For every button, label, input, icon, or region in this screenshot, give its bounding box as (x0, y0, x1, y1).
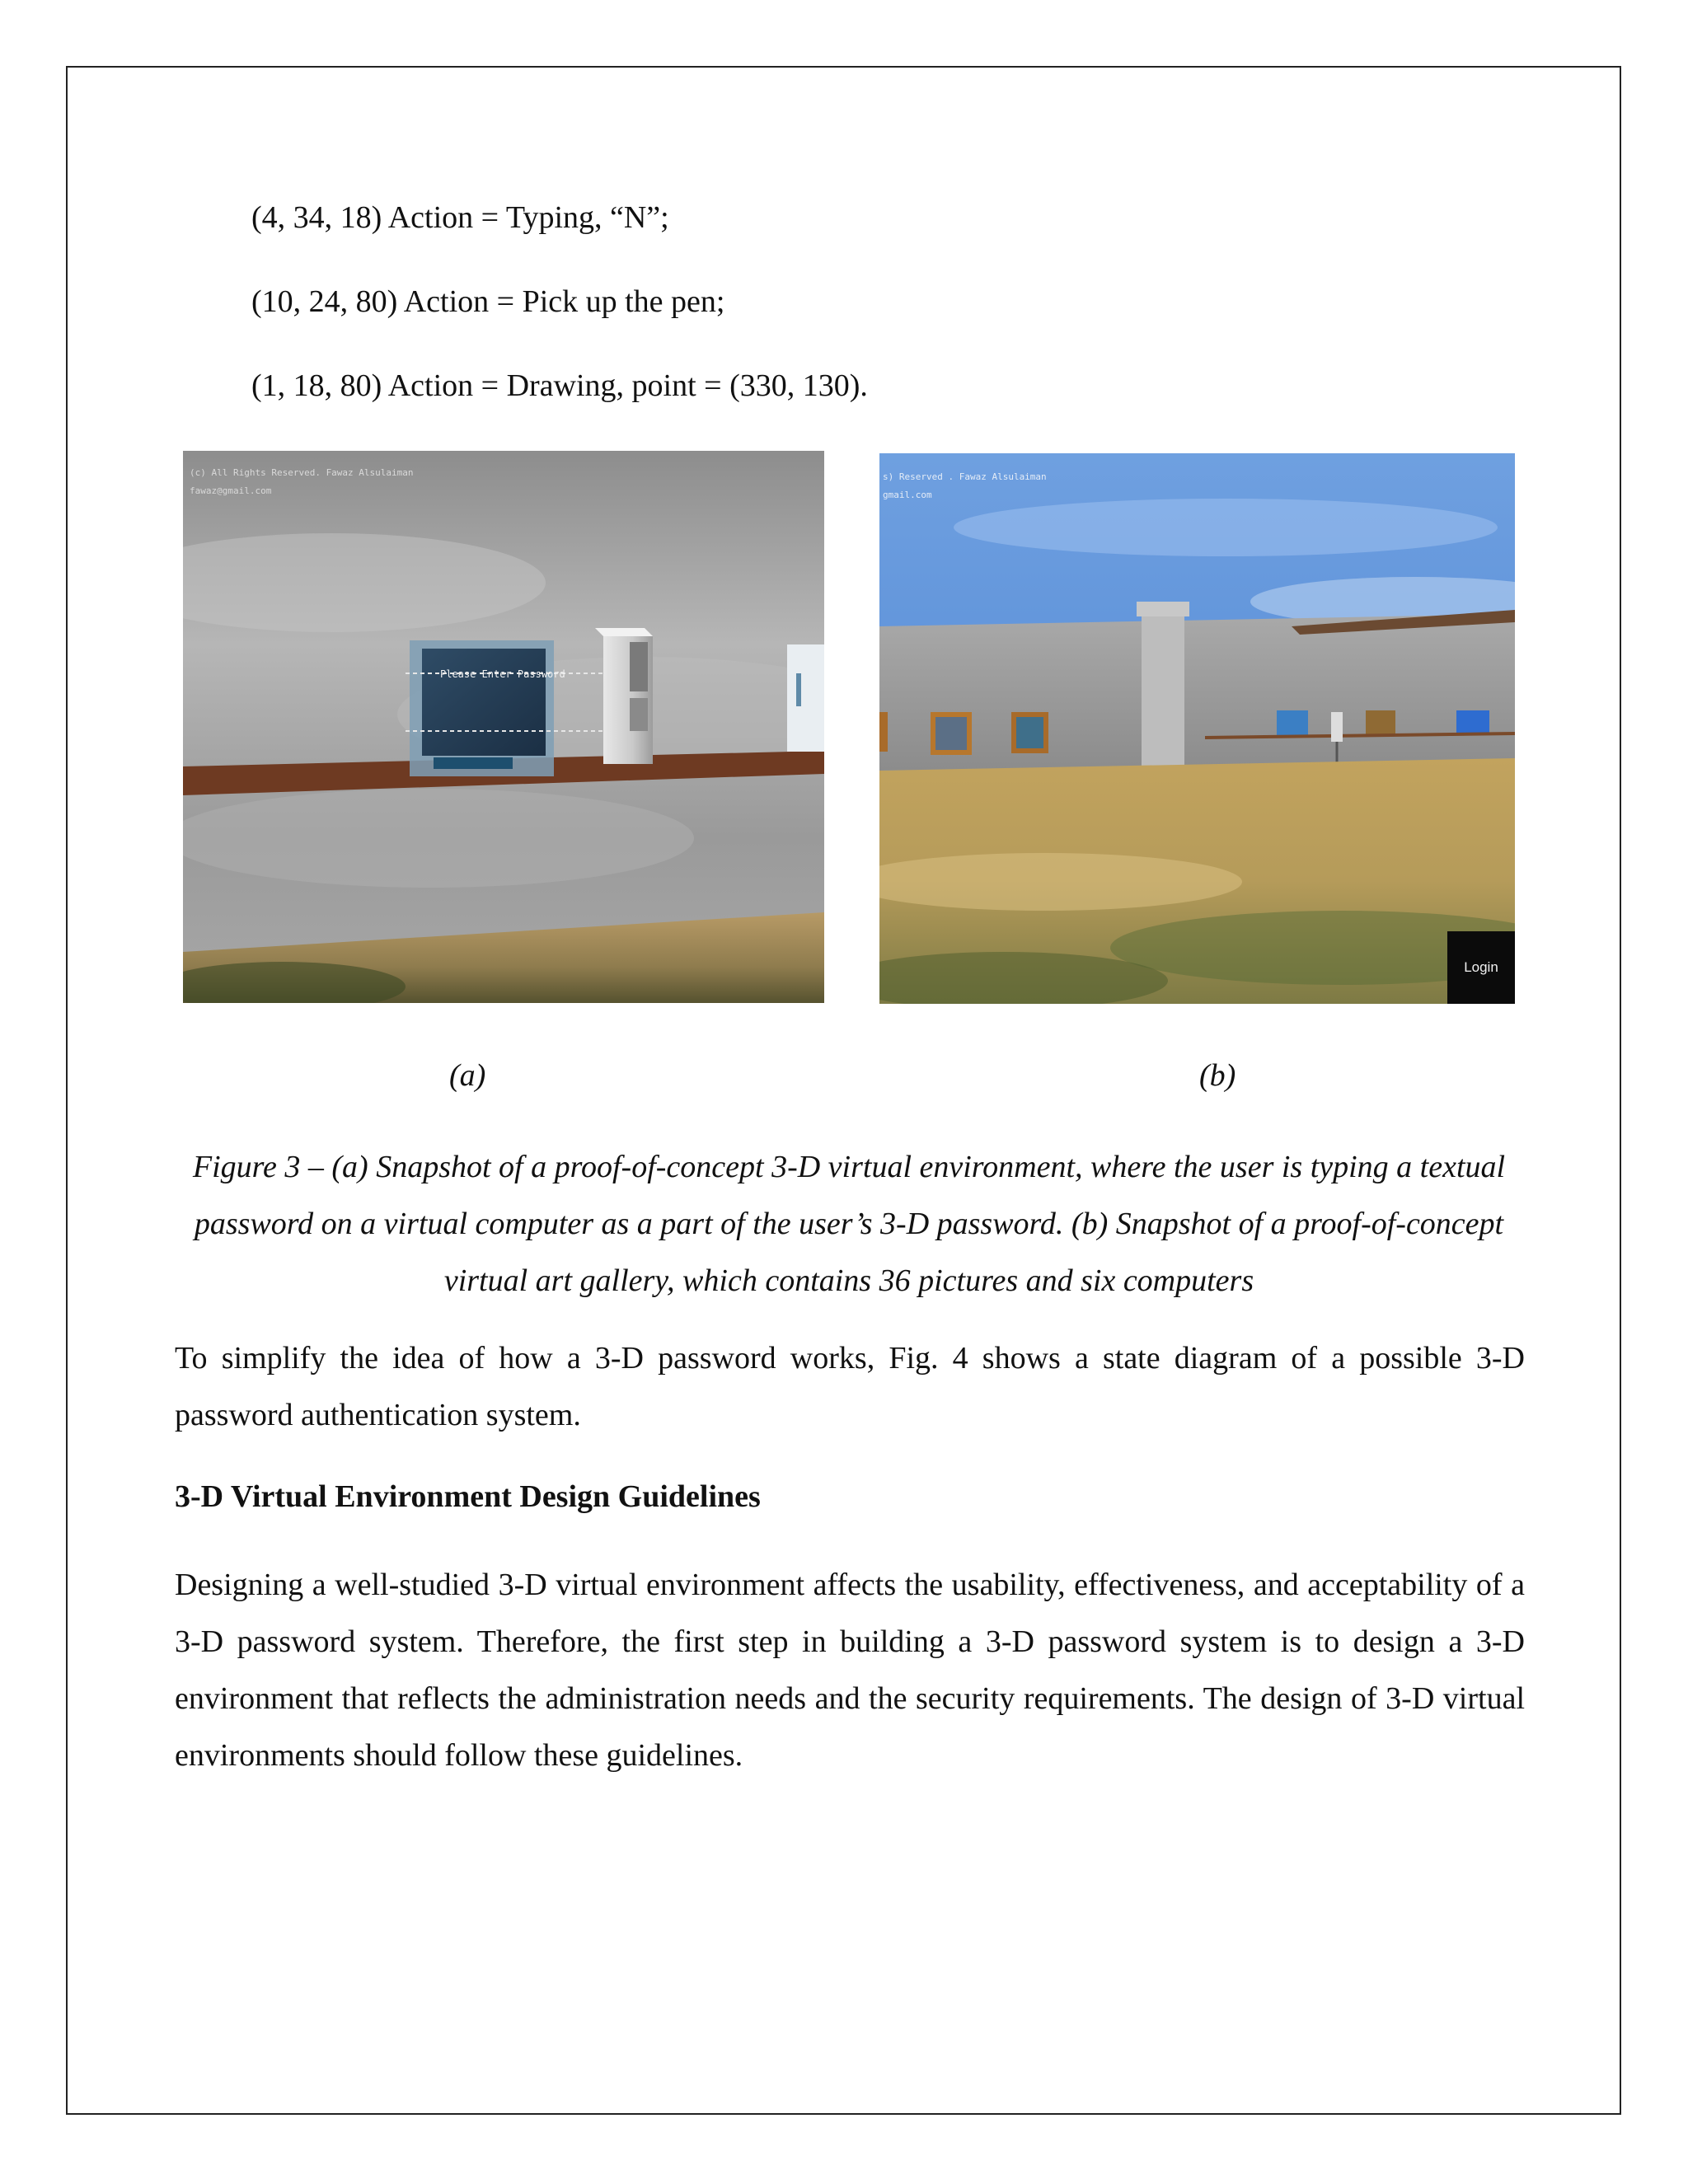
figure-a-overlay-line-2: fawaz@gmail.com (190, 485, 272, 496)
paragraph-design-guidelines: Designing a well-studied 3-D virtual environment affects the usability, effectiveness, and acceptability of a 3-D password system. Therefore, the first step in building a 3-D password system is to design a 3-D environment that reflects the administration needs and the security requirements. The design of 3-D virtual environments should follow these guidelines. (175, 1568, 1525, 1773)
action-line-2: (10, 24, 80) Action = Pick up the pen; (251, 284, 725, 319)
figure-a-screen-text: Please Enter Password (440, 668, 565, 680)
paragraph-state-diagram: To simplify the idea of how a 3-D password works, Fig. 4 shows a state diagram of a possible 3-D password authentication system. (175, 1341, 1525, 1432)
figure-caption: Figure 3 – (a) Snapshot of a proof-of-concept 3-D virtual environment, where the user is typing a textual password on a virtual computer as a part of the user’s 3-D password. (b) Snapshot of a proof-of-concept virtual art gallery, which contains 36 pictures and six computers (192, 1150, 1506, 1298)
figure-b-label: (b) (1199, 1058, 1236, 1093)
figure-a-overlay-line-1: (c) All Rights Reserved. Fawaz Alsulaiman (190, 467, 414, 478)
login-button[interactable] (1447, 931, 1515, 1004)
section-heading: 3-D Virtual Environment Design Guidelines (175, 1479, 761, 1514)
figure-a-label: (a) (449, 1058, 486, 1093)
figure-a-image (183, 451, 824, 1003)
action-line-3: (1, 18, 80) Action = Drawing, point = (330, 130). (251, 368, 868, 403)
figure-b-overlay-line-2: gmail.com (883, 490, 932, 500)
figure-b-image (879, 453, 1515, 1004)
login-button-label: Login (1464, 959, 1498, 975)
action-line-1: (4, 34, 18) Action = Typing, “N”; (251, 200, 669, 235)
figure-b-overlay-line-1: s) Reserved . Fawaz Alsulaiman (883, 471, 1047, 482)
